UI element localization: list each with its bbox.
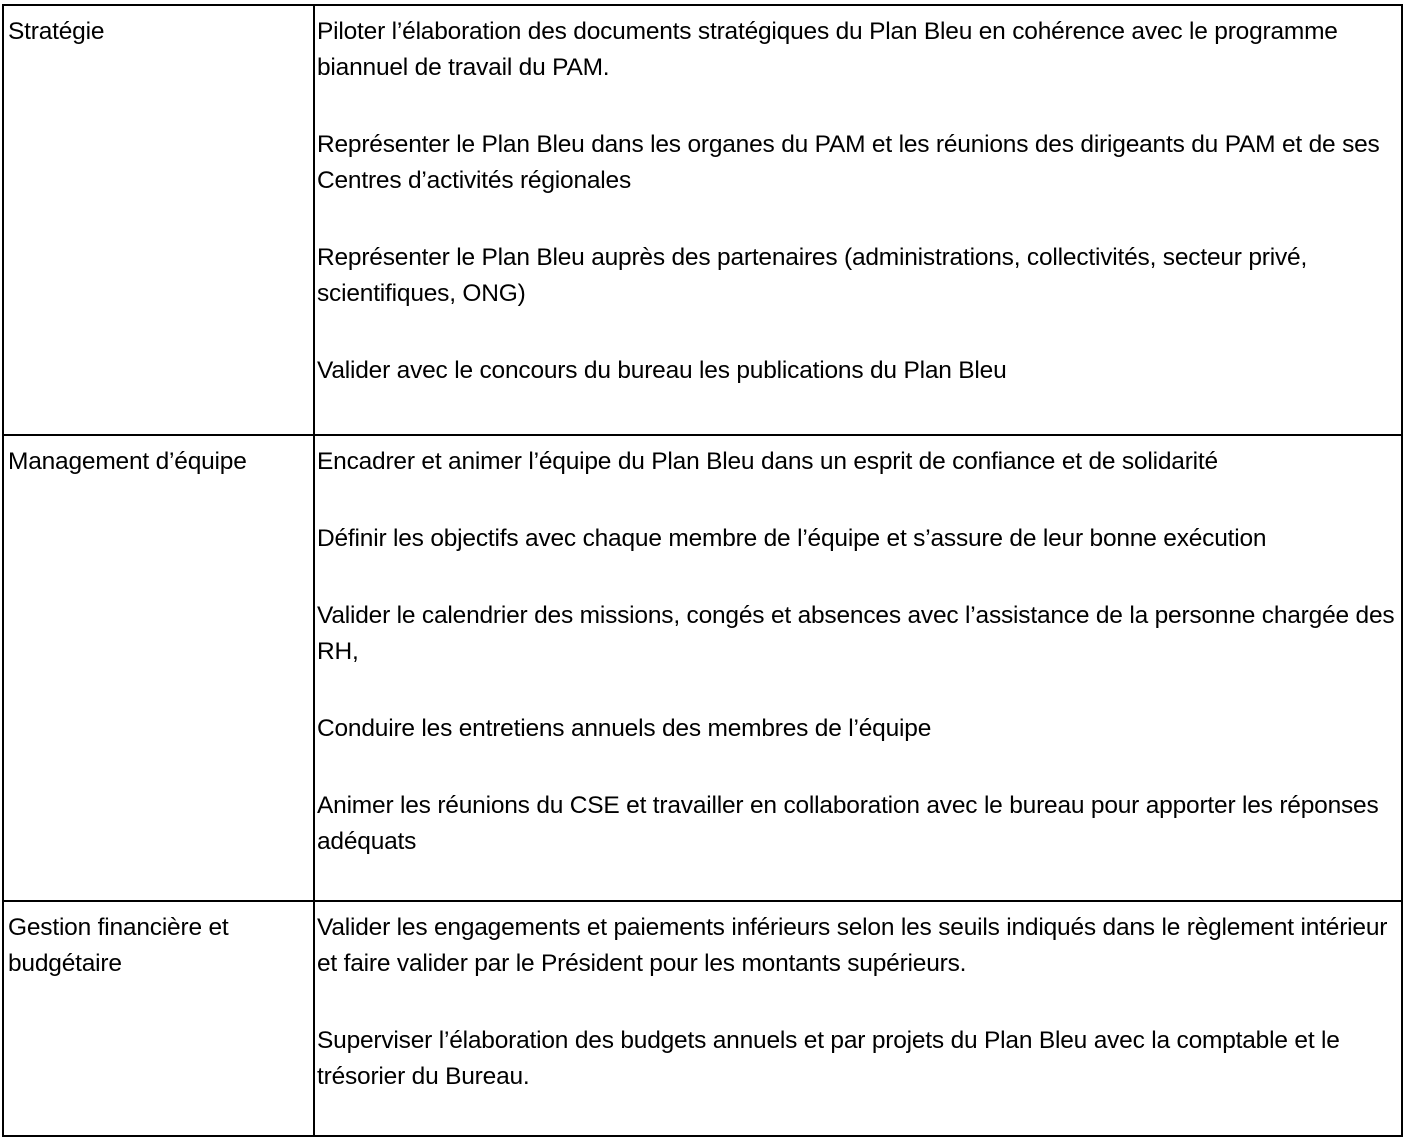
responsibility-item: Valider avec le concours du bureau les publications du Plan Bleu — [317, 357, 1007, 384]
responsibility-item: Représenter le Plan Bleu auprès des partenaires (administrations, collectivités, secteur privé, scientifiques, ONG) — [317, 244, 1308, 307]
table-row — [3, 901, 1402, 1136]
table-row — [3, 435, 1402, 901]
responsibilities-cell — [314, 901, 1402, 1136]
responsibility-item: Animer les réunions du CSE et travailler en collaboration avec le bureau pour apporter les réponses adéquats — [317, 792, 1379, 855]
responsibility-item: Superviser l’élaboration des budgets annuels et par projets du Plan Bleu avec la comptable et le trésorier du Bureau. — [317, 1027, 1340, 1090]
responsibility-item: Conduire les entretiens annuels des membres de l’équipe — [317, 715, 932, 742]
table-row — [3, 5, 1402, 435]
responsibility-item: Piloter l’élaboration des documents stratégiques du Plan Bleu en cohérence avec le programme biannuel de travail du PAM. — [317, 18, 1338, 81]
responsibilities-table — [2, 4, 1403, 1137]
category-cell: Management d’équipe — [3, 435, 314, 901]
category-cell: Gestion financière et budgétaire — [3, 901, 314, 1136]
responsibility-item: Valider le calendrier des missions, congés et absences avec l’assistance de la personne chargée des RH, — [317, 602, 1395, 665]
responsibilities-cell — [314, 5, 1402, 435]
responsibility-item: Représenter le Plan Bleu dans les organes du PAM et les réunions des dirigeants du PAM et de ses Centres d’activités régionales — [317, 131, 1380, 194]
responsibility-item: Encadrer et animer l’équipe du Plan Bleu dans un esprit de confiance et de solidarité — [317, 448, 1218, 475]
responsibility-item: Définir les objectifs avec chaque membre de l’équipe et s’assure de leur bonne exécution — [317, 525, 1267, 552]
responsibility-item: Valider les engagements et paiements inférieurs selon les seuils indiqués dans le règlement intérieur et faire valider par le Président pour les montants supérieurs. — [317, 914, 1388, 977]
responsibilities-cell — [314, 435, 1402, 901]
category-cell: Stratégie — [3, 5, 314, 435]
